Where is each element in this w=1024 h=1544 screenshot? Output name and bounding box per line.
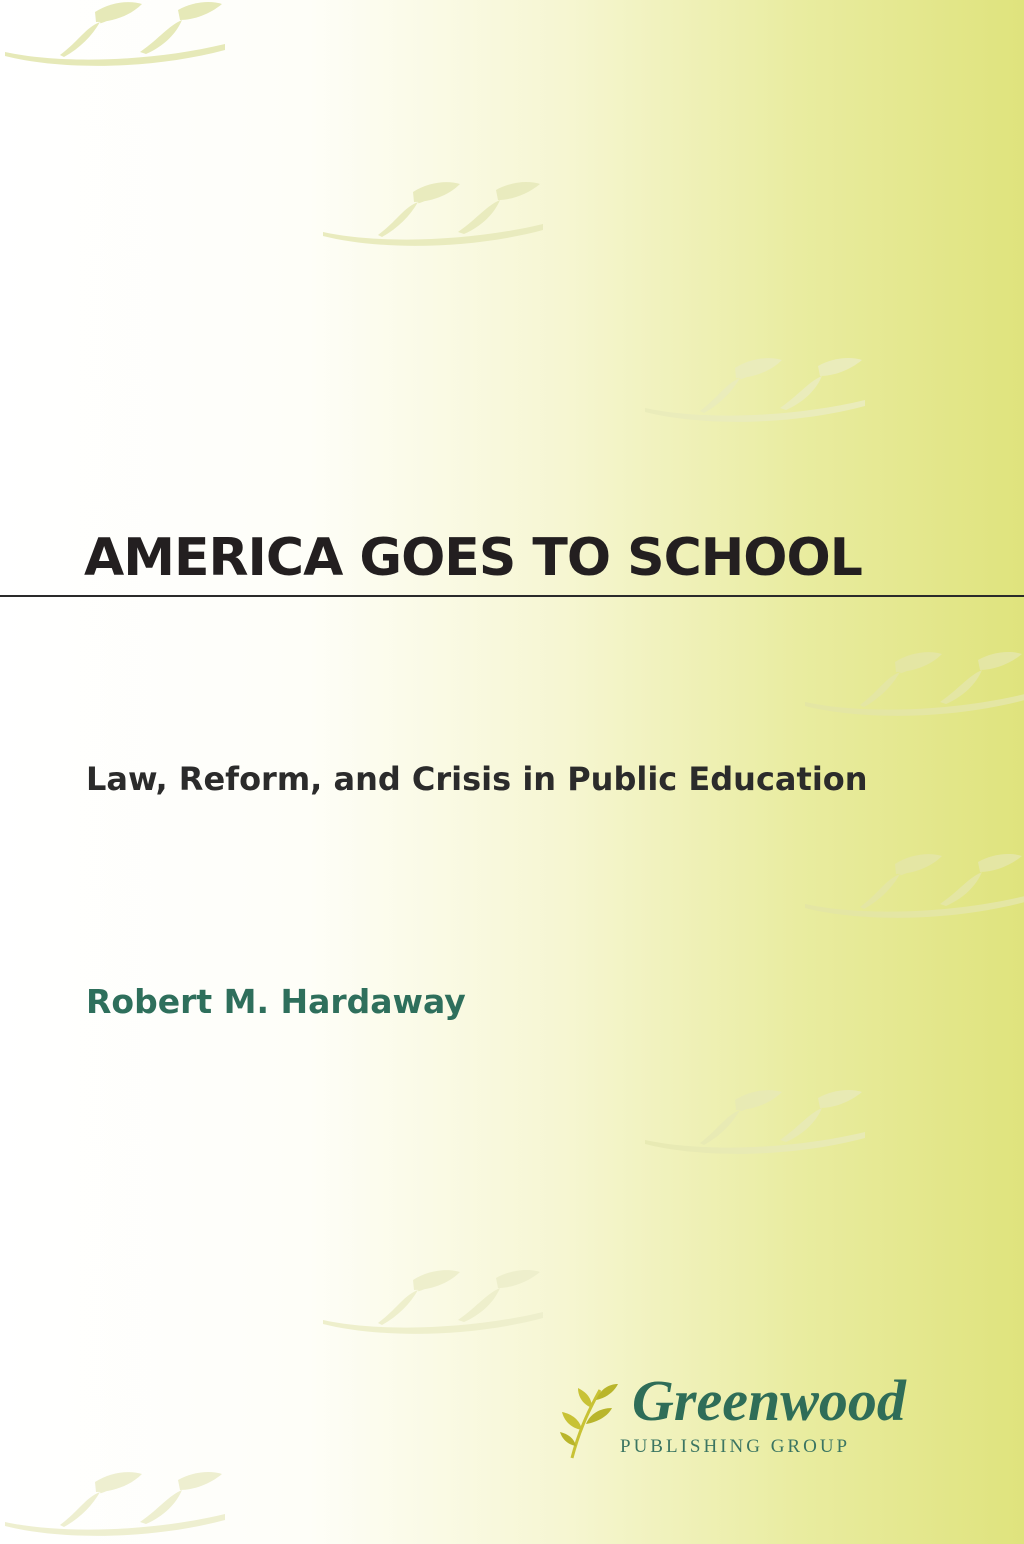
- leaf-sprig-icon: [318, 1268, 548, 1338]
- book-title: AMERICA GOES TO SCHOOL: [84, 528, 862, 588]
- book-author: Robert M. Hardaway: [86, 982, 466, 1021]
- leaf-sprig-icon: [0, 0, 230, 70]
- leaf-sprig-icon: [800, 852, 1024, 922]
- leaf-sprig-icon: [318, 180, 548, 250]
- publisher-group: PUBLISHING GROUP: [620, 1436, 851, 1457]
- leaf-sprig-icon: [800, 650, 1024, 720]
- leaf-sprig-icon: [0, 1470, 230, 1540]
- leaf-sprig-icon: [640, 1088, 870, 1158]
- leaf-sprig-icon: [640, 356, 870, 426]
- title-rule: [0, 595, 1024, 597]
- publisher-name: Greenwood: [632, 1368, 906, 1433]
- book-subtitle: Law, Reform, and Crisis in Public Education: [86, 760, 868, 798]
- publisher-logo: [560, 1368, 950, 1462]
